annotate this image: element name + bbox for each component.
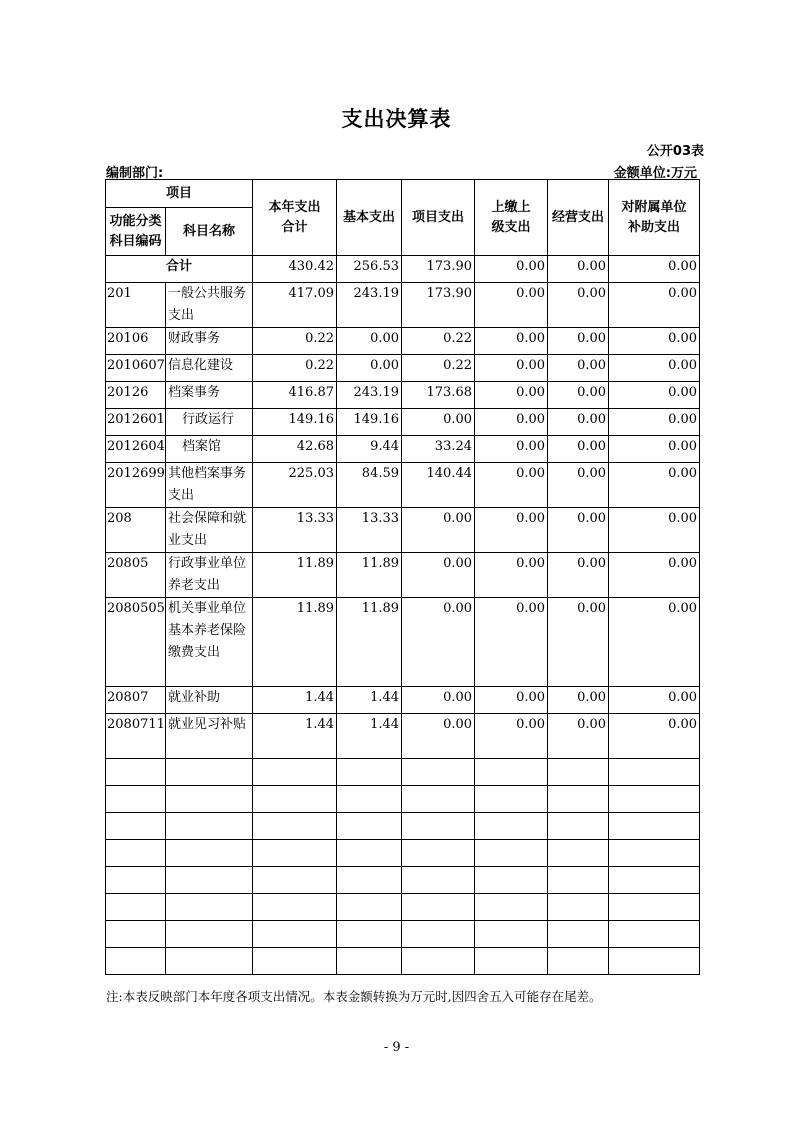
empty-cell [609, 894, 700, 921]
empty-cell [475, 759, 548, 786]
empty-row [106, 867, 700, 894]
table-row [106, 463, 700, 508]
amount-cell: 1.44 [337, 687, 402, 714]
empty-cell [106, 813, 166, 840]
amount-cell: 0.00 [548, 687, 609, 714]
amount-cell: 0.22 [402, 328, 475, 355]
amount-cell: 0.00 [609, 355, 700, 382]
amount-cell: 0.22 [402, 355, 475, 382]
amount-cell: 243.19 [337, 382, 402, 409]
subject-name-cell: 档案馆 [166, 436, 253, 463]
empty-cell [609, 840, 700, 867]
header-business: 经营支出 [548, 180, 609, 256]
table-row [106, 355, 700, 382]
amount-cell: 0.00 [337, 328, 402, 355]
amount-cell: 1.44 [253, 687, 337, 714]
header-basic: 基本支出 [337, 180, 402, 256]
empty-row [106, 813, 700, 840]
amount-cell: 13.33 [337, 508, 402, 553]
empty-cell [609, 786, 700, 813]
amount-cell: 1.44 [253, 714, 337, 759]
header-total: 本年支出 合计 [253, 180, 337, 256]
amount-cell: 0.00 [609, 714, 700, 759]
amount-cell: 0.00 [609, 508, 700, 553]
table-row [106, 409, 700, 436]
empty-row [106, 759, 700, 786]
amount-cell: 0.00 [548, 382, 609, 409]
table-row [106, 508, 700, 553]
empty-cell [402, 894, 475, 921]
amount-cell: 84.59 [337, 463, 402, 508]
amount-cell: 11.89 [253, 598, 337, 687]
page-title: 支出决算表 [341, 107, 452, 131]
empty-cell [106, 759, 166, 786]
empty-cell [337, 894, 402, 921]
page-number: - 9 - [383, 1040, 410, 1055]
empty-cell [475, 867, 548, 894]
subject-name-cell: 行政事业单位养老支出 [166, 553, 253, 598]
table-row [106, 436, 700, 463]
empty-cell [106, 921, 166, 948]
amount-cell: 0.00 [609, 436, 700, 463]
department-label: 编制部门: [106, 166, 164, 181]
empty-cell [548, 786, 609, 813]
amount-cell: 0.00 [475, 328, 548, 355]
empty-cell [548, 867, 609, 894]
amount-cell: 0.00 [548, 598, 609, 687]
empty-cell [475, 948, 548, 975]
func-code-cell: 2012604 [106, 436, 166, 463]
amount-cell: 0.00 [475, 553, 548, 598]
empty-cell [402, 813, 475, 840]
amount-cell: 0.00 [402, 553, 475, 598]
empty-cell [166, 786, 253, 813]
func-code-cell: 2080505 [106, 598, 166, 687]
amount-cell: 149.16 [253, 409, 337, 436]
expenditure-table [105, 179, 700, 975]
amount-cell: 11.89 [337, 553, 402, 598]
amount-cell: 0.00 [475, 409, 548, 436]
subject-name-cell: 财政事务 [166, 328, 253, 355]
amount-cell: 0.00 [475, 598, 548, 687]
empty-cell [166, 921, 253, 948]
amount-cell: 0.00 [609, 382, 700, 409]
empty-cell [548, 840, 609, 867]
table-row [106, 382, 700, 409]
func-code-cell: 2010607 [106, 355, 166, 382]
amount-cell: 42.68 [253, 436, 337, 463]
func-code-cell: 2012601 [106, 409, 166, 436]
amount-cell: 0.00 [402, 714, 475, 759]
empty-cell [106, 867, 166, 894]
empty-cell [106, 840, 166, 867]
header-upper: 上缴上 级支出 [475, 180, 548, 256]
empty-cell [337, 921, 402, 948]
amount-cell: 173.68 [402, 382, 475, 409]
total-cell: 0.00 [609, 256, 700, 283]
empty-cell [337, 840, 402, 867]
amount-cell: 0.00 [609, 687, 700, 714]
subject-name-cell: 机关事业单位基本养老保险缴费支出 [166, 598, 253, 687]
empty-cell [166, 894, 253, 921]
amount-cell: 416.87 [253, 382, 337, 409]
func-code-cell: 20807 [106, 687, 166, 714]
empty-cell [253, 840, 337, 867]
func-code-cell: 201 [106, 283, 166, 328]
amount-cell: 0.00 [548, 436, 609, 463]
table-row [106, 553, 700, 598]
empty-row [106, 894, 700, 921]
empty-cell [253, 948, 337, 975]
empty-cell [106, 786, 166, 813]
amount-cell: 11.89 [337, 598, 402, 687]
header-item: 项目 [106, 180, 253, 208]
table-row [106, 714, 700, 759]
amount-cell: 0.00 [475, 687, 548, 714]
empty-cell [166, 948, 253, 975]
amount-cell: 0.00 [402, 508, 475, 553]
amount-cell: 0.00 [548, 553, 609, 598]
empty-cell [106, 948, 166, 975]
table-row [106, 328, 700, 355]
header-subject-name: 科目名称 [166, 208, 253, 256]
amount-cell: 243.19 [337, 283, 402, 328]
empty-cell [402, 921, 475, 948]
amount-cell: 0.00 [548, 508, 609, 553]
amount-cell: 0.00 [609, 553, 700, 598]
empty-cell [337, 813, 402, 840]
amount-cell: 0.00 [475, 355, 548, 382]
total-cell: 430.42 [253, 256, 337, 283]
func-code-cell: 20805 [106, 553, 166, 598]
empty-row [106, 786, 700, 813]
amount-cell: 33.24 [402, 436, 475, 463]
total-cell: 0.00 [548, 256, 609, 283]
amount-cell: 0.00 [548, 355, 609, 382]
amount-cell: 9.44 [337, 436, 402, 463]
total-cell: 0.00 [475, 256, 548, 283]
empty-row [106, 948, 700, 975]
empty-cell [548, 921, 609, 948]
total-cell: 173.90 [402, 256, 475, 283]
table-row [106, 687, 700, 714]
empty-cell [337, 948, 402, 975]
amount-cell: 0.00 [609, 463, 700, 508]
amount-cell: 0.00 [402, 687, 475, 714]
amount-cell: 0.00 [475, 283, 548, 328]
amount-cell: 173.90 [402, 283, 475, 328]
amount-cell: 1.44 [337, 714, 402, 759]
amount-cell: 0.00 [475, 436, 548, 463]
empty-cell [475, 894, 548, 921]
amount-cell: 0.00 [609, 409, 700, 436]
empty-cell [475, 840, 548, 867]
func-code-cell: 208 [106, 508, 166, 553]
amount-cell: 0.00 [548, 409, 609, 436]
subject-name-cell: 信息化建设 [166, 355, 253, 382]
empty-cell [609, 759, 700, 786]
amount-cell: 225.03 [253, 463, 337, 508]
empty-row [106, 840, 700, 867]
footnote: 注:本表反映部门本年度各项支出情况。本表金额转换为万元时,因四舍五入可能存在尾差。 [106, 989, 602, 1004]
empty-cell [166, 813, 253, 840]
func-code-cell: 20106 [106, 328, 166, 355]
amount-cell: 13.33 [253, 508, 337, 553]
amount-cell: 0.22 [253, 355, 337, 382]
subject-name-cell: 就业补助 [166, 687, 253, 714]
empty-cell [609, 921, 700, 948]
amount-cell: 0.00 [337, 355, 402, 382]
amount-cell: 140.44 [402, 463, 475, 508]
amount-cell: 0.00 [548, 463, 609, 508]
amount-cell: 0.00 [548, 714, 609, 759]
subject-name-cell: 一般公共服务支出 [166, 283, 253, 328]
func-code-cell: 2080711 [106, 714, 166, 759]
empty-cell [337, 786, 402, 813]
total-row [106, 256, 700, 283]
empty-cell [475, 813, 548, 840]
amount-cell: 0.00 [548, 328, 609, 355]
total-label: 合计 [106, 256, 253, 283]
empty-cell [402, 759, 475, 786]
empty-cell [402, 840, 475, 867]
amount-cell: 0.00 [475, 714, 548, 759]
empty-cell [253, 759, 337, 786]
empty-cell [253, 894, 337, 921]
empty-cell [337, 759, 402, 786]
empty-cell [402, 867, 475, 894]
amount-cell: 0.00 [475, 382, 548, 409]
empty-cell [548, 948, 609, 975]
amount-cell: 0.00 [402, 409, 475, 436]
empty-cell [253, 867, 337, 894]
amount-cell: 11.89 [253, 553, 337, 598]
subject-name-cell: 档案事务 [166, 382, 253, 409]
empty-cell [548, 759, 609, 786]
amount-cell: 0.00 [609, 598, 700, 687]
empty-cell [475, 786, 548, 813]
amount-cell: 0.00 [548, 283, 609, 328]
empty-cell [166, 759, 253, 786]
header-func-code: 功能分类 科目编码 [106, 208, 166, 256]
amount-cell: 0.00 [609, 283, 700, 328]
subject-name-cell: 其他档案事务支出 [166, 463, 253, 508]
empty-cell [402, 786, 475, 813]
amount-cell: 0.00 [402, 598, 475, 687]
header-subsidy: 对附属单位 补助支出 [609, 180, 700, 256]
empty-cell [609, 813, 700, 840]
amount-cell: 417.09 [253, 283, 337, 328]
empty-cell [548, 813, 609, 840]
amount-cell: 0.00 [475, 508, 548, 553]
empty-cell [106, 894, 166, 921]
subject-name-cell: 社会保障和就业支出 [166, 508, 253, 553]
empty-cell [475, 921, 548, 948]
empty-cell [402, 948, 475, 975]
unit-label: 金额单位:万元 [613, 166, 697, 181]
header-project: 项目支出 [402, 180, 475, 256]
empty-cell [337, 867, 402, 894]
empty-cell [166, 867, 253, 894]
empty-cell [609, 948, 700, 975]
amount-cell: 0.00 [609, 328, 700, 355]
empty-row [106, 921, 700, 948]
empty-cell [253, 921, 337, 948]
empty-cell [609, 867, 700, 894]
subject-name-cell: 行政运行 [166, 409, 253, 436]
empty-cell [548, 894, 609, 921]
total-cell: 256.53 [337, 256, 402, 283]
amount-cell: 0.00 [475, 463, 548, 508]
subject-name-cell: 就业见习补贴 [166, 714, 253, 759]
empty-cell [253, 813, 337, 840]
func-code-cell: 20126 [106, 382, 166, 409]
empty-cell [253, 786, 337, 813]
form-number: 公开03表 [646, 144, 704, 159]
amount-cell: 0.22 [253, 328, 337, 355]
table-row [106, 598, 700, 687]
empty-cell [166, 840, 253, 867]
func-code-cell: 2012699 [106, 463, 166, 508]
table-row [106, 283, 700, 328]
amount-cell: 149.16 [337, 409, 402, 436]
